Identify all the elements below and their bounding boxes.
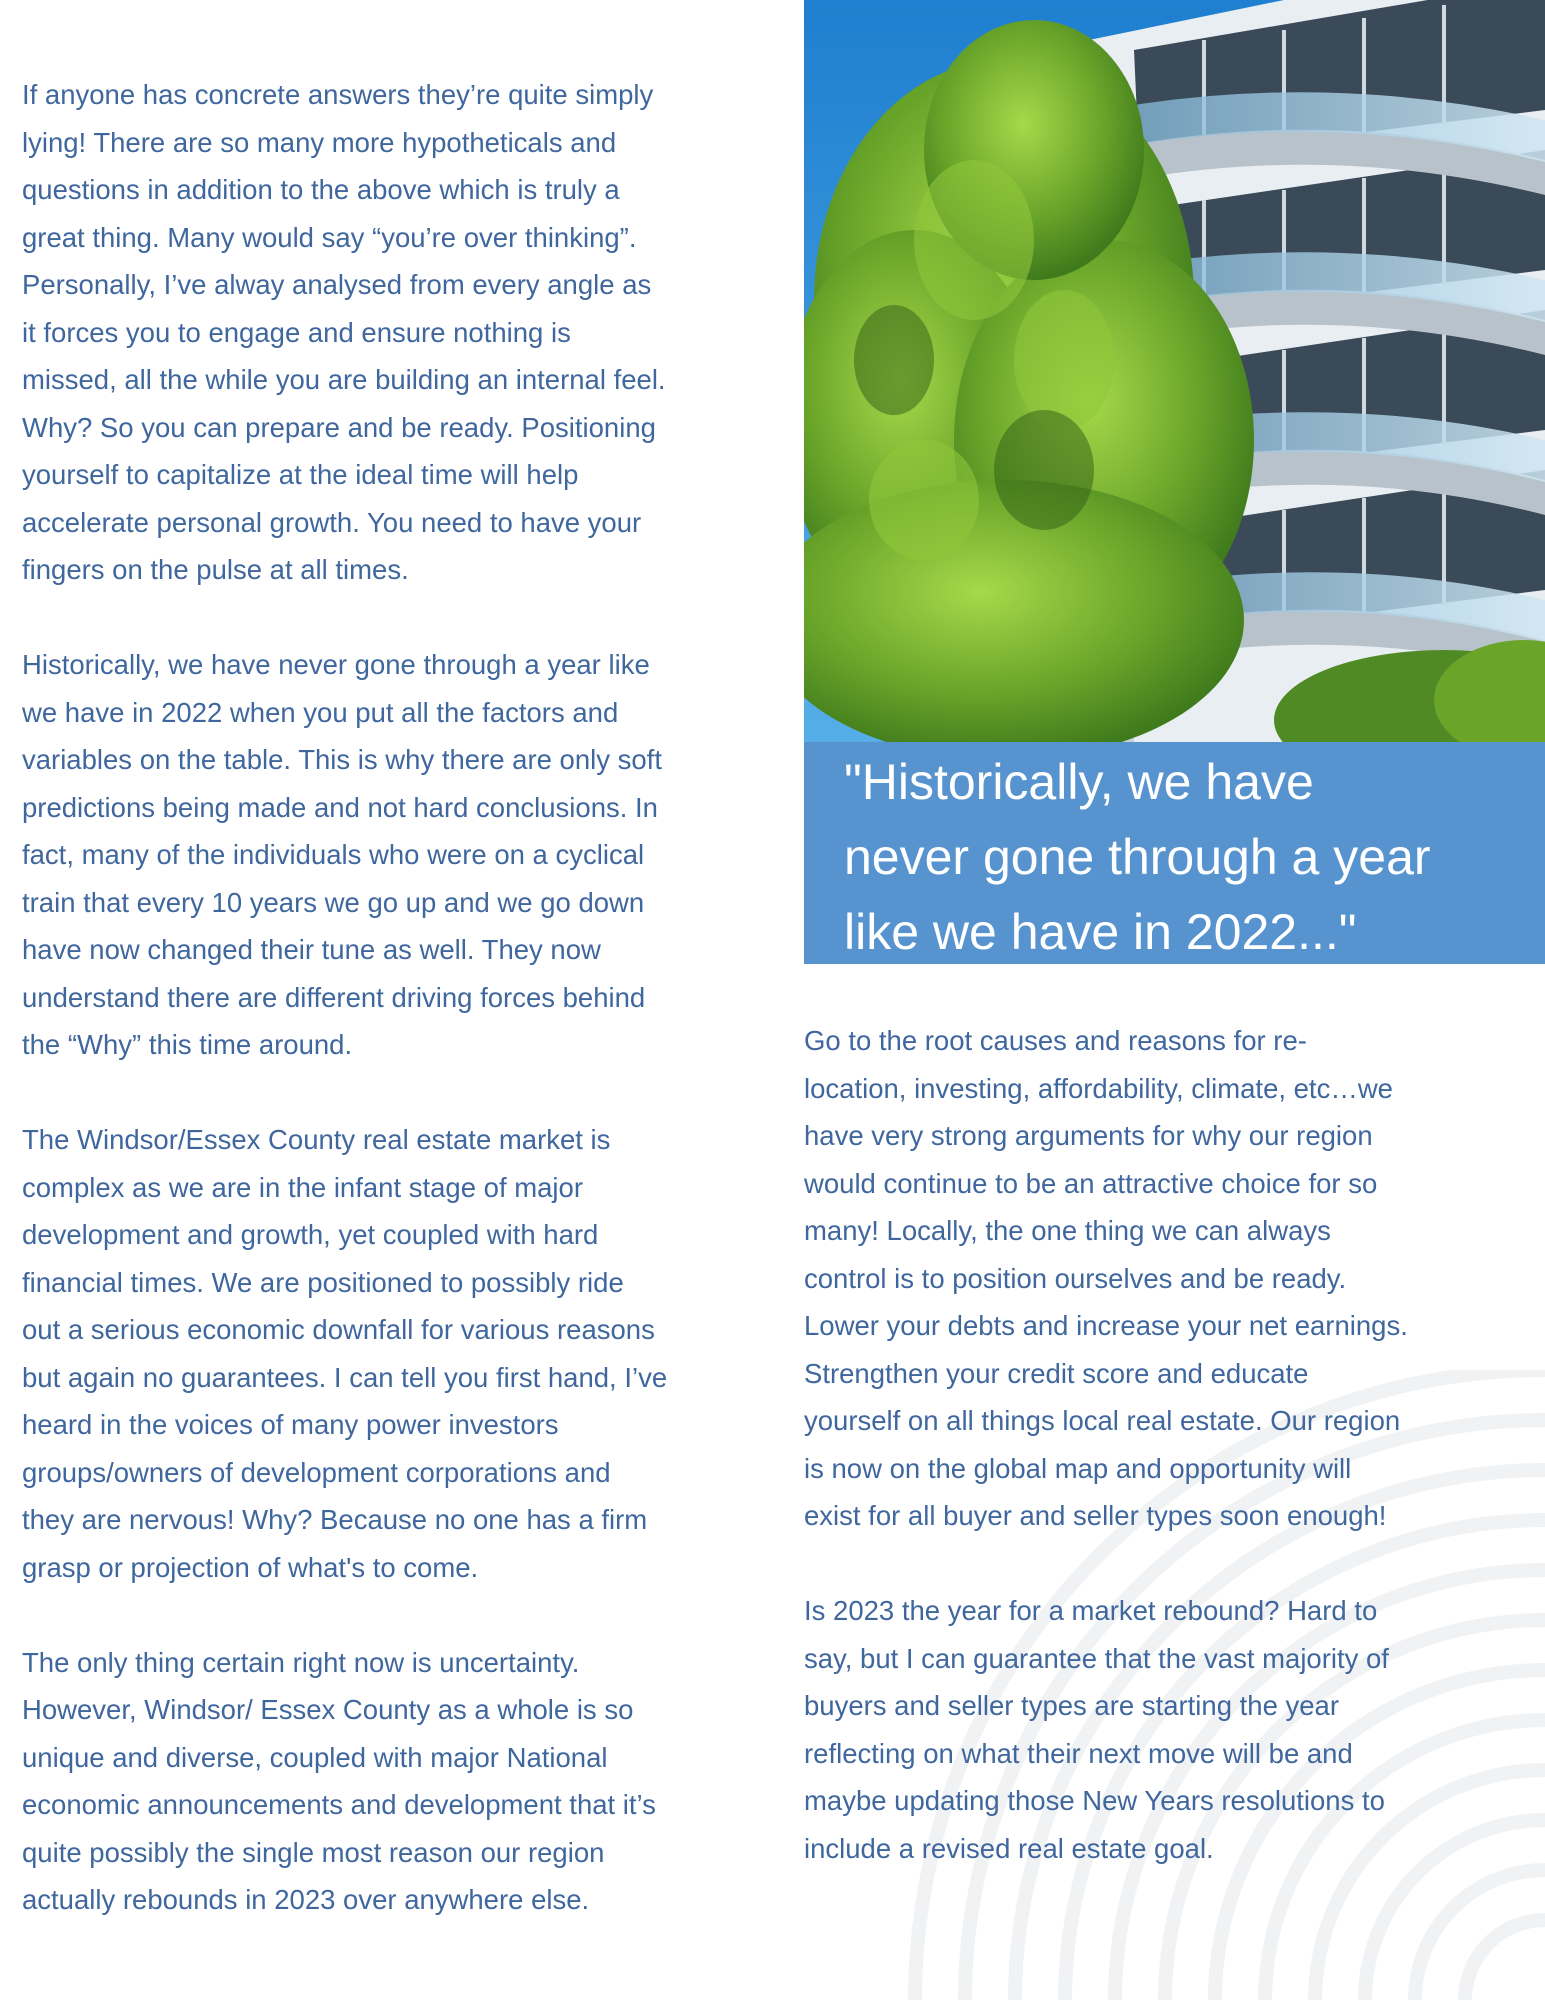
right-text-column [804, 1017, 1524, 1920]
paragraph: The Windsor/Essex County real estate market is complex as we are in the infant stage of major development and growth, yet coupled with hard financial times. We are positioned to possibly ride out a serious economic downfall for various reasons but again no guarantees. I can tell you first hand, I’ve heard in the voices of many power investors groups/owners of development corporations and they are nervous! Why? Because no one has a firm grasp or projection of what's to come. [22, 1124, 668, 1583]
paragraph: Go to the root causes and reasons for re- location, investing, affordability, climate, etc…we have very strong arguments for why our region would continue to be an attractive choice for so many! Locally, the one thing we can always control is to position ourselves and be ready. Lower your debts and increase your net earnings. Strengthen your credit score and educate yourself on all things local real estate. Our region is now on the global map and opportunity will exist for all buyer and seller types soon enough! [804, 1025, 1408, 1531]
paragraph: Historically, we have never gone through a year like we have in 2022 when you put all the factors and variables on the table. This is why there are only soft predictions being made and not hard conclusions. In fact, many of the individuals who were on a cyclical train that every 10 years we go up and we go down have now changed their tune as well. They now understand there are different driving forces behind the “Why” this time around. [22, 649, 662, 1060]
pull-quote-text: "Historically, we have never gone through a year like we have in 2022..." [844, 754, 1431, 960]
building-photo [804, 0, 1545, 742]
left-text-column [22, 71, 782, 1971]
paragraph: Is 2023 the year for a market rebound? Hard to say, but I can guarantee that the vast majority of buyers and seller types are starting the year reflecting on what their next move will be and maybe updating those New Years resolutions to include a revised real estate goal. [804, 1595, 1389, 1864]
paragraph: If anyone has concrete answers they’re quite simply lying! There are so many more hypotheticals and questions in addition to the above which is truly a great thing. Many would say “you’re over thinking”. Personally, I’ve alway analysed from every angle as it forces you to engage and ensure nothing is missed, all the while you are building an internal feel. Why? So you can prepare and be ready. Positioning yourself to capitalize at the ideal time will help accelerate personal growth. You need to have your fingers on the pulse at all times. [22, 79, 666, 585]
paragraph: The only thing certain right now is uncertainty. However, Windsor/ Essex County as a whole is so unique and diverse, coupled with major National economic announcements and development that it’s quite possibly the single most reason our region actually rebounds in 2023 over anywhere else. [22, 1646, 656, 1915]
pull-quote-box [804, 742, 1545, 964]
